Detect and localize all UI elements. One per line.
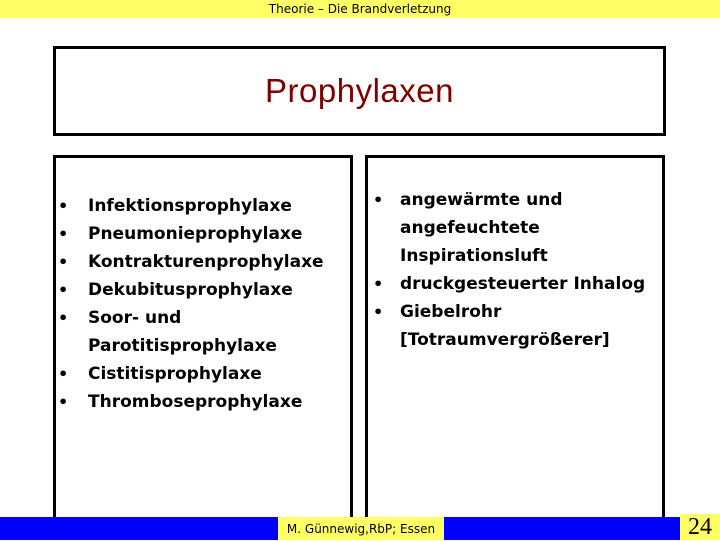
bullet-icon: • [58, 392, 69, 411]
header-banner [0, 0, 720, 18]
list-item: • Pneumonieprophylaxe [88, 220, 348, 248]
list-item: • Cistitisprophylaxe [88, 360, 348, 388]
bullet-icon: • [58, 308, 69, 327]
bullet-icon: • [58, 280, 69, 299]
list-item: • Giebelrohr [Totraumvergrößerer] [400, 298, 662, 354]
ventilation-list [373, 186, 662, 354]
footer-author: M. Günnewig,RbP; Essen [278, 517, 444, 540]
page-number: 24 [680, 514, 720, 540]
header-title: Theorie – Die Brandverletzung [268, 2, 452, 16]
bullet-icon: • [373, 274, 384, 293]
prophylaxis-list [58, 192, 348, 416]
list-item: • Dekubitusprophylaxe [88, 276, 348, 304]
list-item: • Kontrakturenprophylaxe [88, 248, 348, 276]
list-item: • angewärmte und angefeuchtete Inspirationsluft [400, 186, 662, 270]
bullet-icon: • [58, 252, 69, 271]
slide-title-box [53, 46, 666, 136]
slide-title: Prophylaxen [265, 72, 454, 109]
list-item: • Soor- und Parotitisprophylaxe [88, 304, 348, 360]
list-item: • Thromboseprophylaxe [88, 388, 348, 416]
list-item: • druckgesteuerter Inhalog [400, 270, 662, 298]
list-item: • Infektionsprophylaxe [88, 192, 348, 220]
bullet-icon: • [373, 302, 384, 321]
bullet-icon: • [373, 190, 384, 209]
bullet-icon: • [58, 364, 69, 383]
bullet-icon: • [58, 196, 69, 215]
bullet-icon: • [58, 224, 69, 243]
